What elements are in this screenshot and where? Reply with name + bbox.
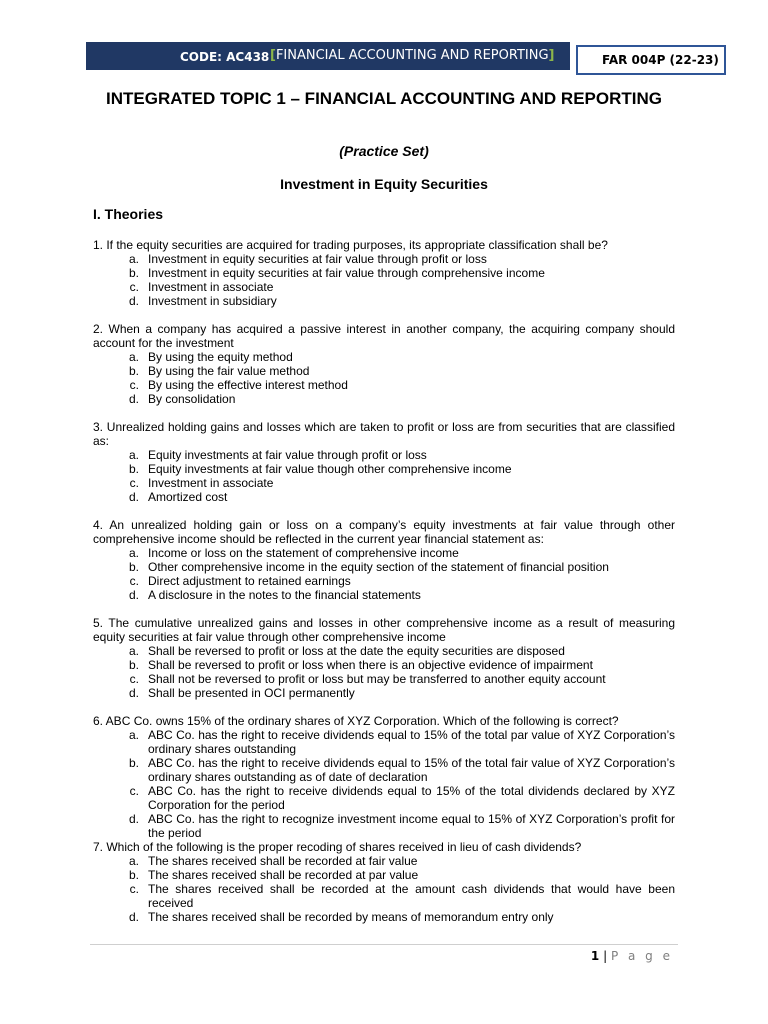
option-text: By using the equity method [148, 350, 293, 364]
option-letter: b. [128, 462, 139, 476]
option-text: Income or loss on the statement of comprehensive income [148, 546, 459, 560]
option-d [93, 392, 675, 406]
option-b [93, 560, 675, 574]
question-1 [93, 238, 675, 308]
option-letter: a. [128, 728, 139, 742]
option-letter: a. [128, 448, 139, 462]
option-letter: a. [128, 350, 139, 364]
question-6 [93, 714, 675, 840]
option-letter: b. [128, 756, 139, 770]
option-d [93, 294, 675, 308]
option-text: Shall not be reversed to profit or loss but may be transferred to another equity account [148, 672, 606, 686]
option-letter: a. [128, 252, 139, 266]
question-stem: 4. An unrealized holding gain or loss on a company’s equity investments at fair value through other comprehensive income should be reflected in the current year financial statement as: [93, 518, 675, 546]
option-a [93, 252, 675, 266]
option-letter: b. [128, 868, 139, 882]
option-d [93, 490, 675, 504]
option-letter: b. [128, 560, 139, 574]
option-b [93, 364, 675, 378]
question-2 [93, 322, 675, 406]
course-subject [270, 48, 554, 63]
option-c [93, 784, 675, 812]
option-letter: a. [128, 854, 139, 868]
option-b [93, 462, 675, 476]
option-letter: d. [128, 392, 139, 406]
option-b [93, 658, 675, 672]
document-title: INTEGRATED TOPIC 1 – FINANCIAL ACCOUNTING AND REPORTING [106, 89, 662, 108]
option-a [93, 644, 675, 658]
question-5 [93, 616, 675, 700]
option-a [93, 350, 675, 364]
option-letter: b. [128, 266, 139, 280]
reference-code-box: FAR 004P (22-23) [576, 45, 726, 75]
option-letter: c. [129, 882, 139, 896]
page-number: 1 [590, 949, 600, 963]
subject-text: FINANCIAL ACCOUNTING AND REPORTING [275, 48, 549, 63]
option-letter: d. [128, 910, 139, 924]
option-c [93, 280, 675, 294]
option-text: By using the fair value method [148, 364, 310, 378]
option-letter: b. [128, 364, 139, 378]
option-text: Investment in associate [148, 280, 274, 294]
option-text: Shall be reversed to profit or loss when there is an objective evidence of impairment [148, 658, 593, 672]
option-text: Shall be presented in OCI permanently [148, 686, 355, 700]
option-c [93, 574, 675, 588]
option-text: Equity investments at fair value though other comprehensive income [148, 462, 512, 476]
option-text: The shares received shall be recorded at fair value [148, 854, 418, 868]
option-text: Equity investments at fair value through profit or loss [148, 448, 427, 462]
page-label: P a g e [610, 949, 673, 963]
option-text: ABC Co. has the right to receive dividends equal to 15% of the total par value of XYZ Corporation’s ordinary shares outstanding [148, 728, 675, 756]
option-text: Direct adjustment to retained earnings [148, 574, 351, 588]
option-a [93, 546, 675, 560]
option-text: Other comprehensive income in the equity section of the statement of financial position [148, 560, 609, 574]
option-text: Amortized cost [148, 490, 228, 504]
option-text: ABC Co. has the right to recognize investment income equal to 15% of XYZ Corporation’s profit for the period [148, 812, 675, 840]
option-text: Investment in associate [148, 476, 274, 490]
option-letter: c. [129, 784, 139, 798]
bracket-open: [ [270, 48, 276, 63]
option-c [93, 476, 675, 490]
question-stem: 7. Which of the following is the proper recoding of shares received in lieu of cash dividends? [93, 840, 582, 854]
option-text: Investment in subsidiary [148, 294, 277, 308]
topic-heading: Investment in Equity Securities [280, 176, 488, 192]
section-heading: I. Theories [93, 206, 164, 222]
question-3 [93, 420, 675, 504]
question-stem: 5. The cumulative unrealized gains and losses in other comprehensive income as a result of measuring equity securities at fair value through other comprehensive income [93, 616, 675, 644]
option-c [93, 378, 675, 392]
option-letter: c. [129, 574, 139, 588]
option-b [93, 266, 675, 280]
question-7 [93, 840, 675, 924]
option-text: By consolidation [148, 392, 236, 406]
option-d [93, 812, 675, 840]
option-text: ABC Co. has the right to receive dividends equal to 15% of the total dividends declared by XYZ Corporation for the period [148, 784, 675, 812]
option-a [93, 728, 675, 756]
option-b [93, 868, 675, 882]
question-stem: 3. Unrealized holding gains and losses which are taken to profit or loss are from securities that are classified as: [93, 420, 675, 448]
option-letter: c. [129, 476, 139, 490]
option-letter: d. [128, 812, 139, 826]
option-b [93, 756, 675, 784]
option-text: Shall be reversed to profit or loss at the date the equity securities are disposed [148, 644, 565, 658]
bracket-close: ] [548, 48, 555, 63]
option-letter: a. [128, 644, 139, 658]
option-text: Investment in equity securities at fair value through comprehensive income [148, 266, 545, 280]
question-stem: 2. When a company has acquired a passive interest in another company, the acquiring company should account for the investment [93, 322, 675, 350]
option-a [93, 854, 675, 868]
option-text: ABC Co. has the right to receive dividends equal to 15% of the total fair value of XYZ Corporation’s ordinary shares outstanding as of date of declaration [148, 756, 675, 784]
option-letter: a. [128, 546, 139, 560]
option-c [93, 882, 675, 910]
option-d [93, 686, 675, 700]
footer-divider [90, 944, 678, 945]
option-text: The shares received shall be recorded by means of memorandum entry only [148, 910, 554, 924]
option-a [93, 448, 675, 462]
option-text: The shares received shall be recorded at par value [148, 868, 419, 882]
option-letter: d. [128, 686, 139, 700]
option-text: The shares received shall be recorded at the amount cash dividends that would have been received [148, 882, 675, 910]
question-list [93, 238, 675, 924]
option-letter: c. [129, 672, 139, 686]
question-4 [93, 518, 675, 602]
option-letter: c. [129, 280, 139, 294]
question-stem: 1. If the equity securities are acquired for trading purposes, its appropriate classification shall be? [93, 238, 608, 252]
option-letter: c. [129, 378, 139, 392]
course-code: CODE: AC438 [180, 50, 270, 64]
option-letter: d. [128, 490, 139, 504]
option-letter: d. [128, 588, 139, 602]
option-text: Investment in equity securities at fair value through profit or loss [148, 252, 487, 266]
option-text: By using the effective interest method [148, 378, 348, 392]
option-letter: d. [128, 294, 139, 308]
question-stem: 6. ABC Co. owns 15% of the ordinary shares of XYZ Corporation. Which of the following is correct? [93, 714, 619, 728]
option-d [93, 910, 675, 924]
document-subtitle: (Practice Set) [339, 143, 429, 159]
option-d [93, 588, 675, 602]
page-footer [591, 949, 673, 963]
option-c [93, 672, 675, 686]
option-letter: b. [128, 658, 139, 672]
option-text: A disclosure in the notes to the financial statements [148, 588, 421, 602]
footer-separator: | [603, 949, 608, 963]
